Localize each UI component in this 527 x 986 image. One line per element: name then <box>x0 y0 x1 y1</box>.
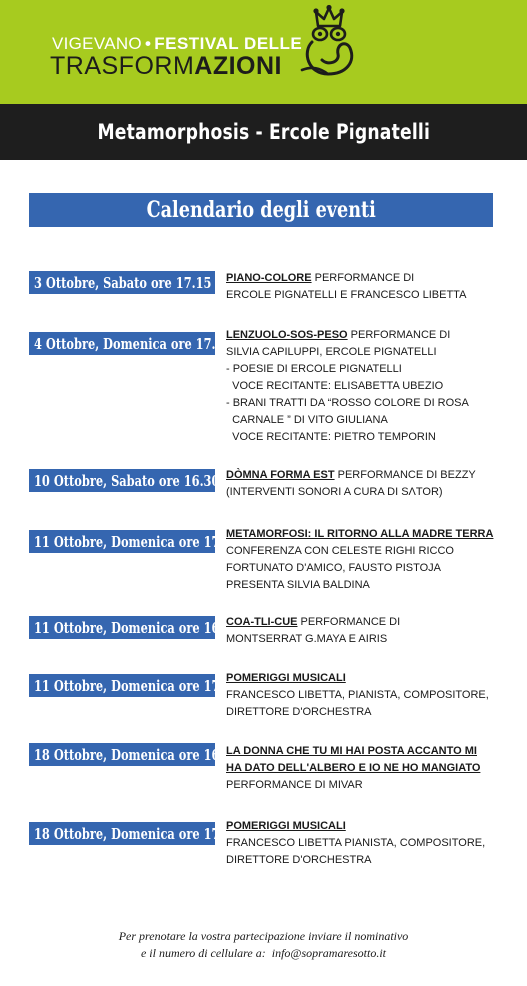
event-details <box>226 467 521 501</box>
event-detail-line: DIRETTORE D'ORCHESTRA <box>226 706 372 718</box>
event-date: 10 Ottobre, Sabato ore 16.30 <box>34 471 220 490</box>
festival-label: FESTIVAL DELLE <box>154 34 303 53</box>
event-detail-line: - POESIE DI ERCOLE PIGNATELLI <box>226 363 402 375</box>
event-title-suffix: PERFORMANCE DI <box>297 616 401 628</box>
event-title: METAMORFOSI: IL RITORNO ALLA MADRE TERRA <box>226 528 494 540</box>
exhibition-title-band <box>0 104 527 160</box>
event-detail-line: MONTSERRAT G.MAYA E AIRIS <box>226 633 388 645</box>
event-date-badge <box>29 530 240 553</box>
festival-header <box>0 0 527 104</box>
crowned-frog-icon <box>298 4 360 80</box>
calendar-heading-text: Calendario degli eventi <box>146 197 376 223</box>
event-title-continued: HA DATO DELL'ALBERO E IO NE HO MANGIATO <box>226 762 481 774</box>
event-title-line <box>226 467 521 484</box>
event-detail-line: (INTERVENTI SONORI A CURA DI SΛTOR) <box>226 486 443 498</box>
event-date-badge <box>29 616 240 639</box>
event-date: 11 Ottobre, Domenica ore 17.15 <box>34 676 240 695</box>
event-details <box>226 614 521 648</box>
exhibition-title: Metamorphosis - Ercole Pignatelli <box>97 120 430 144</box>
calendar-heading <box>29 193 493 227</box>
event-details <box>226 270 521 304</box>
event-title-line <box>226 270 521 287</box>
booking-contact-line: e il numero di cellulare a: info@sopramaresotto.it <box>140 946 386 960</box>
event-date: 4 Ottobre, Domenica ore 17.15 <box>34 334 232 353</box>
event-detail-line: VOCE RECITANTE: PIETRO TEMPORIN <box>226 431 436 443</box>
event-detail-line: FRANCESCO LIBETTA PIANISTA, COMPOSITORE, <box>226 837 486 849</box>
event-title-line <box>226 818 521 835</box>
event-date: 11 Ottobre, Domenica ore 16.30 <box>34 618 240 637</box>
event-detail-line: PRESENTA SILVIA BALDINA <box>226 579 370 591</box>
event-title-line <box>226 526 521 543</box>
event-detail-line: PERFORMANCE DI MIVAR <box>226 779 363 791</box>
event-title: LENZUOLO-SOS-PESO <box>226 329 348 341</box>
event-date: 18 Ottobre, Domenica ore 17.15 <box>34 824 240 843</box>
event-detail-line: CONFERENZA CON CELESTE RIGHI RICCO <box>226 545 454 557</box>
event-title-suffix: PERFORMANCE DI <box>347 329 451 341</box>
event-detail-line: VOCE RECITANTE: ELISABETTA UBEZIO <box>226 380 444 392</box>
event-details <box>226 818 521 869</box>
event-detail-line: FORTUNATO D'AMICO, FAUSTO PISTOJA <box>226 562 441 574</box>
event-title-suffix: PERFORMANCE DI BEZZY <box>334 469 476 481</box>
festival-wordmark <box>50 52 282 80</box>
booking-note-line: Per prenotare la vostra partecipazione inviare il nominativo <box>118 929 409 943</box>
event-title: PIANO-COLORE <box>226 272 312 284</box>
event-date-badge <box>29 332 232 355</box>
event-title-line <box>226 614 521 631</box>
event-details <box>226 526 521 594</box>
event-detail-line: - BRANI TRATTI DA “ROSSO COLORE DI ROSA <box>226 397 469 409</box>
event-title-line <box>226 327 521 344</box>
event-date: 11 Ottobre, Domenica ore 17.00 <box>34 532 240 551</box>
event-details <box>226 670 521 721</box>
event-title-line <box>226 670 521 687</box>
event-details <box>226 743 521 794</box>
event-title: POMERIGGI MUSICALI <box>226 820 346 832</box>
event-detail-line: SILVIA CAPILUPPI, ERCOLE PIGNATELLI <box>226 346 437 358</box>
event-title: LA DONNA CHE TU MI HAI POSTA ACCANTO MI <box>226 745 477 757</box>
event-detail-line: DIRETTORE D'ORCHESTRA <box>226 854 372 866</box>
event-title: POMERIGGI MUSICALI <box>226 672 346 684</box>
event-date: 18 Ottobre, Domenica ore 16.30 <box>34 745 240 764</box>
event-detail-line: ERCOLE PIGNATELLI E FRANCESCO LIBETTA <box>226 289 467 301</box>
event-details <box>226 327 521 446</box>
event-title: COA-TLI-CUE <box>226 616 298 628</box>
event-date-badge <box>29 822 240 845</box>
event-detail-line: FRANCESCO LIBETTA, PIANISTA, COMPOSITORE, <box>226 689 489 701</box>
event-date-badge <box>29 469 220 492</box>
booking-note <box>0 928 527 962</box>
bullet-separator: • <box>144 34 152 53</box>
event-date-badge <box>29 743 240 766</box>
wordmark-bold: AZIONI <box>194 52 282 80</box>
event-date-badge <box>29 271 215 294</box>
event-date: 3 Ottobre, Sabato ore 17.15 <box>34 273 212 292</box>
event-date-badge <box>29 674 240 697</box>
festival-name-line <box>52 34 302 54</box>
wordmark-light: TRASFORM <box>50 52 195 80</box>
city-name: VIGEVANO <box>52 34 142 53</box>
event-title: DÒMNA FORMA EST <box>226 469 335 481</box>
event-detail-line: CARNALE ” DI VITO GIULIANA <box>226 414 388 426</box>
event-title-suffix: PERFORMANCE DI <box>311 272 415 284</box>
